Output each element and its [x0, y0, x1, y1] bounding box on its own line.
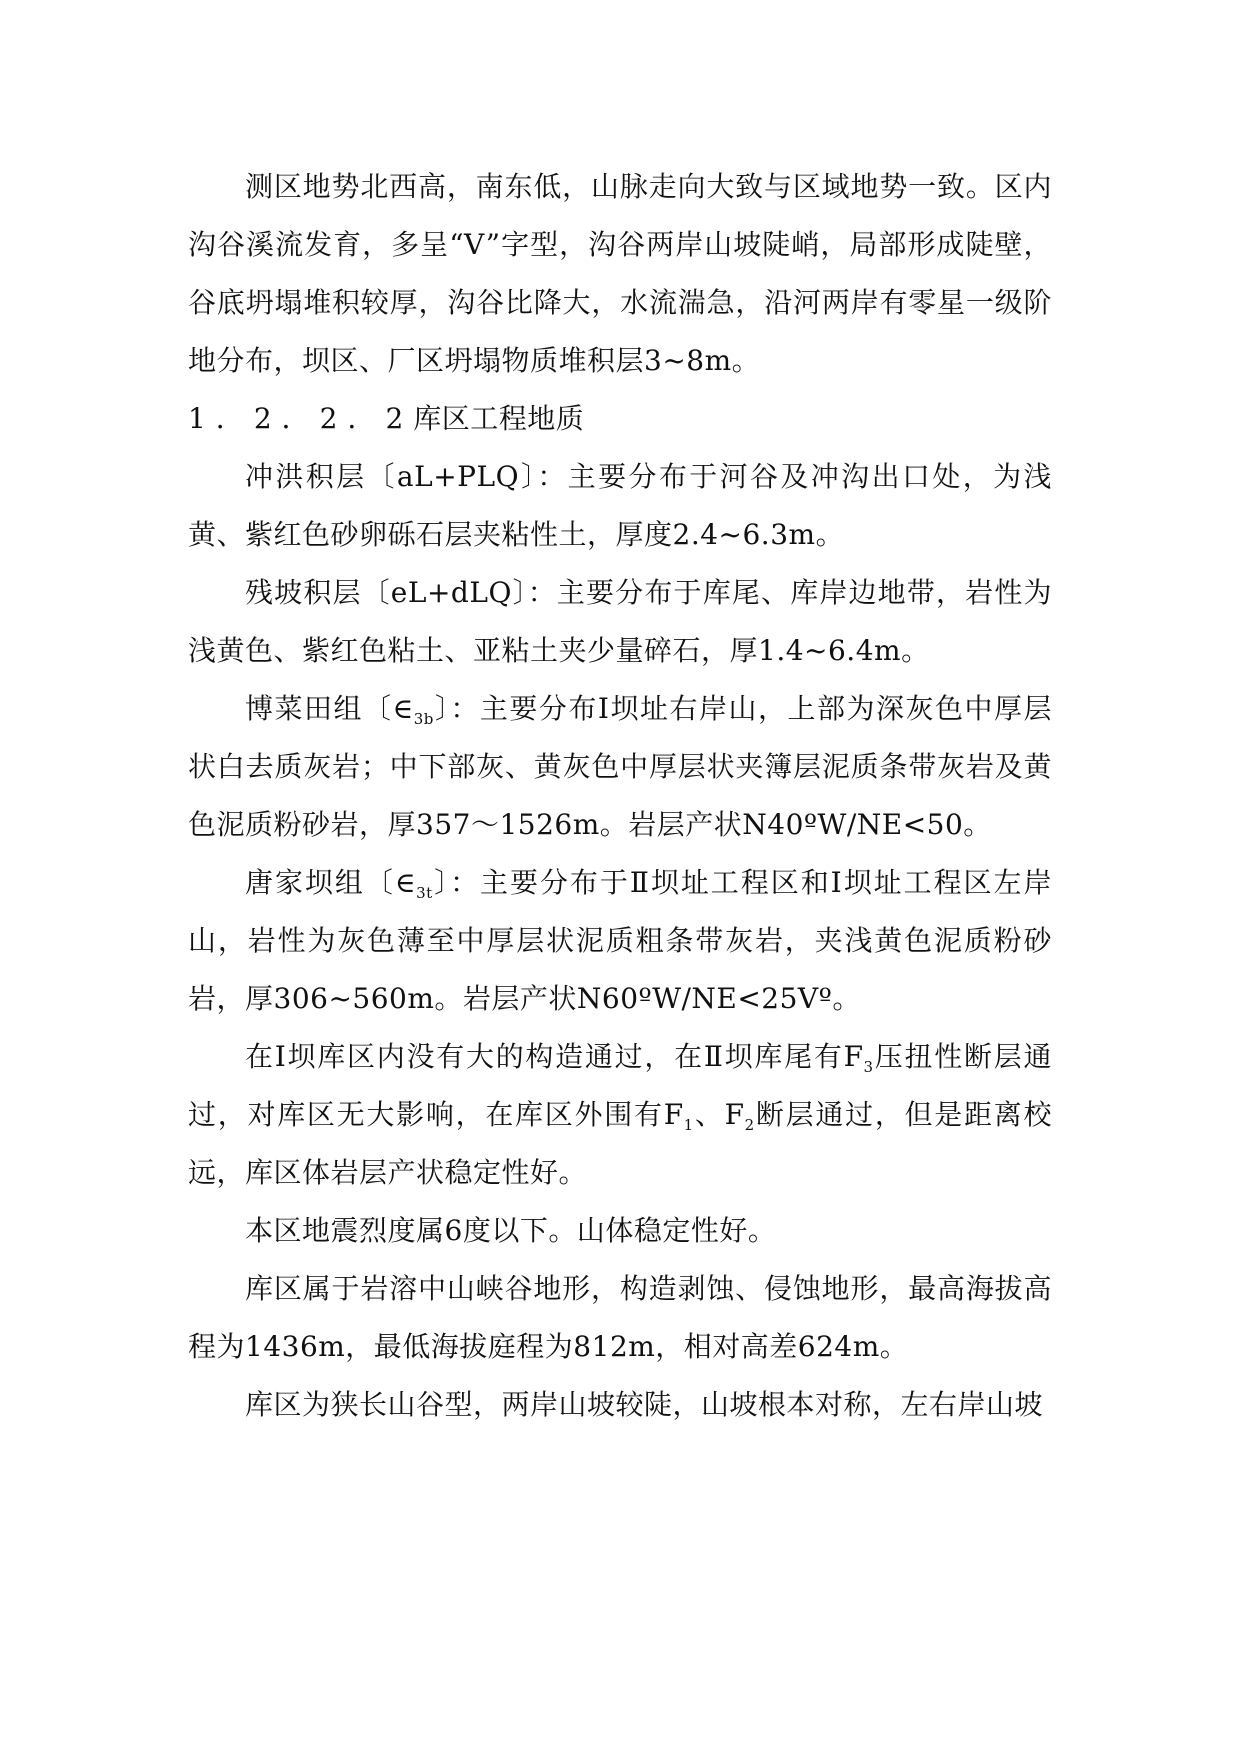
section-number: 1．2．2．2	[188, 402, 414, 435]
paragraph-reservoir-shape: 库区为狭长山谷型，两岸山坡较陡，山坡根本对称，左右岸山坡	[245, 1388, 1044, 1421]
section-heading	[188, 390, 1052, 448]
text-run: 压扭性断层通过，对库区无大影响，在库区外围有F	[188, 1040, 1052, 1131]
text-run: 唐家坝组〔∈	[245, 866, 417, 899]
paragraph-bocaitian-formation	[188, 680, 1052, 854]
paragraph-faults	[188, 1028, 1052, 1202]
text-run: 博菜田组〔∈	[245, 692, 414, 725]
text-run: 〕：主要分布Ⅰ坝址右岸山，上部为深灰色中厚层状白去质灰岩；中下部灰、黄灰色中厚层状夹簿层泥质条带灰岩及黄色泥质粉砂岩，厚357～1526m。岩层产状N40ºW/NE<50。	[188, 692, 1052, 841]
subscript: 2	[744, 1116, 755, 1134]
paragraph-residual-layer: 残坡积层〔eL+dLQ〕：主要分布于库尾、库岸边地带，岩性为浅黄色、紫红色粘土、亚粘土夹少量碎石，厚1.4~6.4m。	[188, 576, 1052, 667]
text-run: 〕：主要分布于Ⅱ坝址工程区和Ⅰ坝址工程区左岸山，岩性为灰色薄至中厚层状泥质粗条带灰岩，夹浅黄色泥质粉砂岩，厚306~560m。岩层产状N60ºW/NE<25Vº。	[188, 866, 1052, 1015]
text-run: 在Ⅰ坝库区内没有大的构造通过，在Ⅱ坝库尾有F	[245, 1040, 864, 1073]
section-title: 库区工程地质	[413, 402, 585, 435]
text-run: 断层通过，但是距离校远，库区体岩层产状稳定性好。	[188, 1098, 1052, 1189]
paragraph-tangjiaba-formation	[188, 854, 1052, 1028]
subscript: 3t	[416, 884, 433, 902]
paragraph-alluvial-layer: 冲洪积层〔aL+PLQ〕：主要分布于河谷及冲沟出口处，为浅黄、紫红色砂卵砾石层夹粘性土，厚度2.4~6.3m。	[188, 460, 1052, 551]
paragraph-seismic: 本区地震烈度属6度以下。山体稳定性好。	[245, 1214, 777, 1247]
subscript: 3	[863, 1058, 874, 1076]
document-body	[188, 158, 1052, 1434]
paragraph-landform: 库区属于岩溶中山峡谷地形，构造剥蚀、侵蚀地形，最高海拔高程为1436m，最低海拔庭程为812m，相对高差624m。	[188, 1272, 1052, 1363]
subscript: 3b	[413, 710, 434, 728]
paragraph-terrain: 测区地势北西高，南东低，山脉走向大致与区域地势一致。区内沟谷溪流发育，多呈“V”字型，沟谷两岸山坡陡峭，局部形成陡壁，谷底坍塌堆积较厚，沟谷比降大，水流湍急，沿河两岸有零星一级阶地分布，坝区、厂区坍塌物质堆积层3~8m。	[188, 170, 1052, 377]
text-run: 、F	[693, 1098, 745, 1131]
subscript: 1	[683, 1116, 694, 1134]
